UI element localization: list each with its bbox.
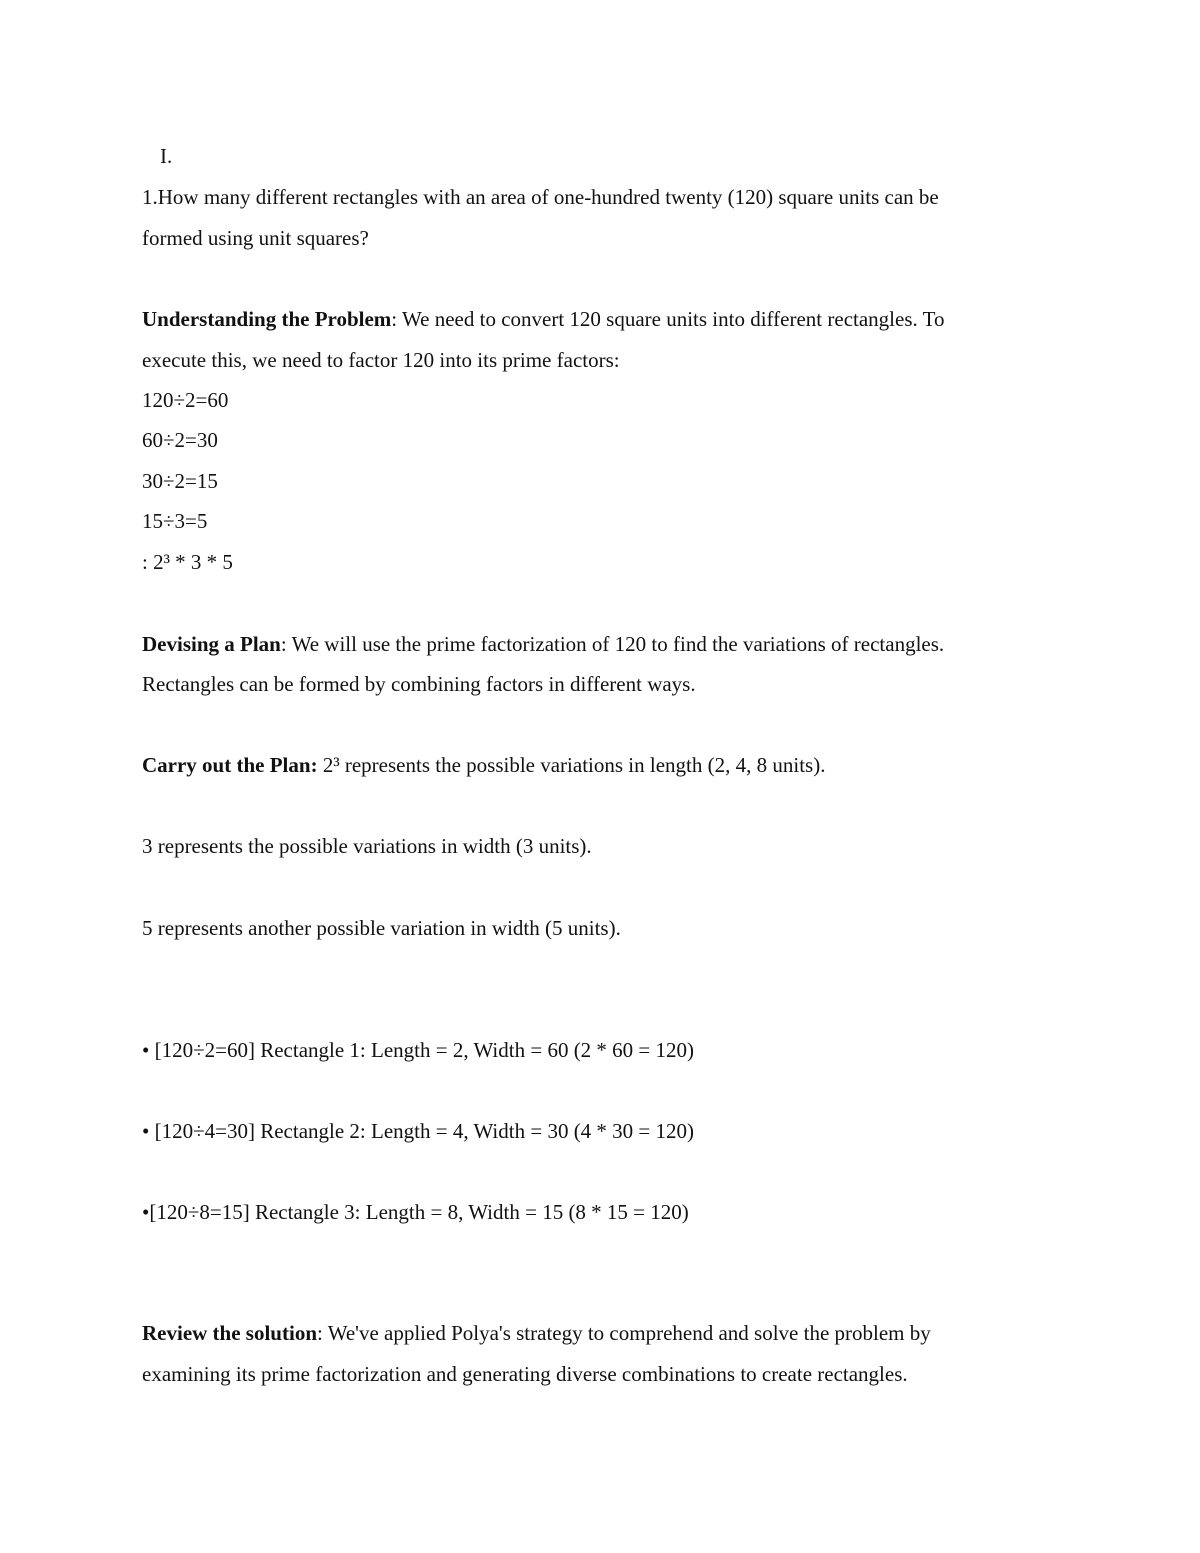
- section-numeral: I.: [160, 144, 173, 168]
- width-variation-2: 5 represents another possible variation in width (5 units).: [142, 916, 621, 940]
- review-label: Review the solution: [142, 1321, 317, 1345]
- carry-out-line: [142, 751, 825, 779]
- understanding-line-1: [142, 305, 945, 333]
- factor-step-1: 120÷2=60: [142, 388, 229, 412]
- rectangle-item-3: •[120÷8=15] Rectangle 3: Length = 8, Width = 15 (8 * 15 = 120): [142, 1200, 689, 1224]
- devising-line-2: Rectangles can be formed by combining factors in different ways.: [142, 672, 696, 696]
- factor-step-4: 15÷3=5: [142, 509, 208, 533]
- devising-text-1: : We will use the prime factorization of 120 to find the variations of rectangles.: [280, 632, 945, 656]
- review-line-2: examining its prime factorization and generating diverse combinations to create rectangles.: [142, 1362, 908, 1386]
- understanding-label: Understanding the Problem: [142, 307, 392, 331]
- rectangle-item-2: • [120÷4=30] Rectangle 2: Length = 4, Width = 30 (4 * 30 = 120): [142, 1119, 695, 1143]
- factor-step-3: 30÷2=15: [142, 469, 218, 493]
- review-text-1: : We've applied Polya's strategy to comprehend and solve the problem by: [317, 1321, 931, 1345]
- review-line-1: [142, 1319, 931, 1347]
- question-line-1: 1.How many different rectangles with an area of one-hundred twenty (120) square units can be: [142, 185, 939, 209]
- carry-out-label: Carry out the Plan:: [142, 753, 318, 777]
- understanding-line-2: execute this, we need to factor 120 into its prime factors:: [142, 348, 620, 372]
- factor-result: : 2³ * 3 * 5: [142, 550, 233, 574]
- devising-line-1: [142, 630, 944, 658]
- factor-step-2: 60÷2=30: [142, 428, 218, 452]
- devising-label: Devising a Plan: [142, 632, 281, 656]
- question-line-2: formed using unit squares?: [142, 226, 369, 250]
- understanding-text-1: : We need to convert 120 square units into different rectangles. To: [391, 307, 945, 331]
- width-variation-1: 3 represents the possible variations in width (3 units).: [142, 834, 592, 858]
- rectangle-item-1: • [120÷2=60] Rectangle 1: Length = 2, Width = 60 (2 * 60 = 120): [142, 1038, 695, 1062]
- carry-out-text: 2³ represents the possible variations in length (2, 4, 8 units).: [317, 753, 826, 777]
